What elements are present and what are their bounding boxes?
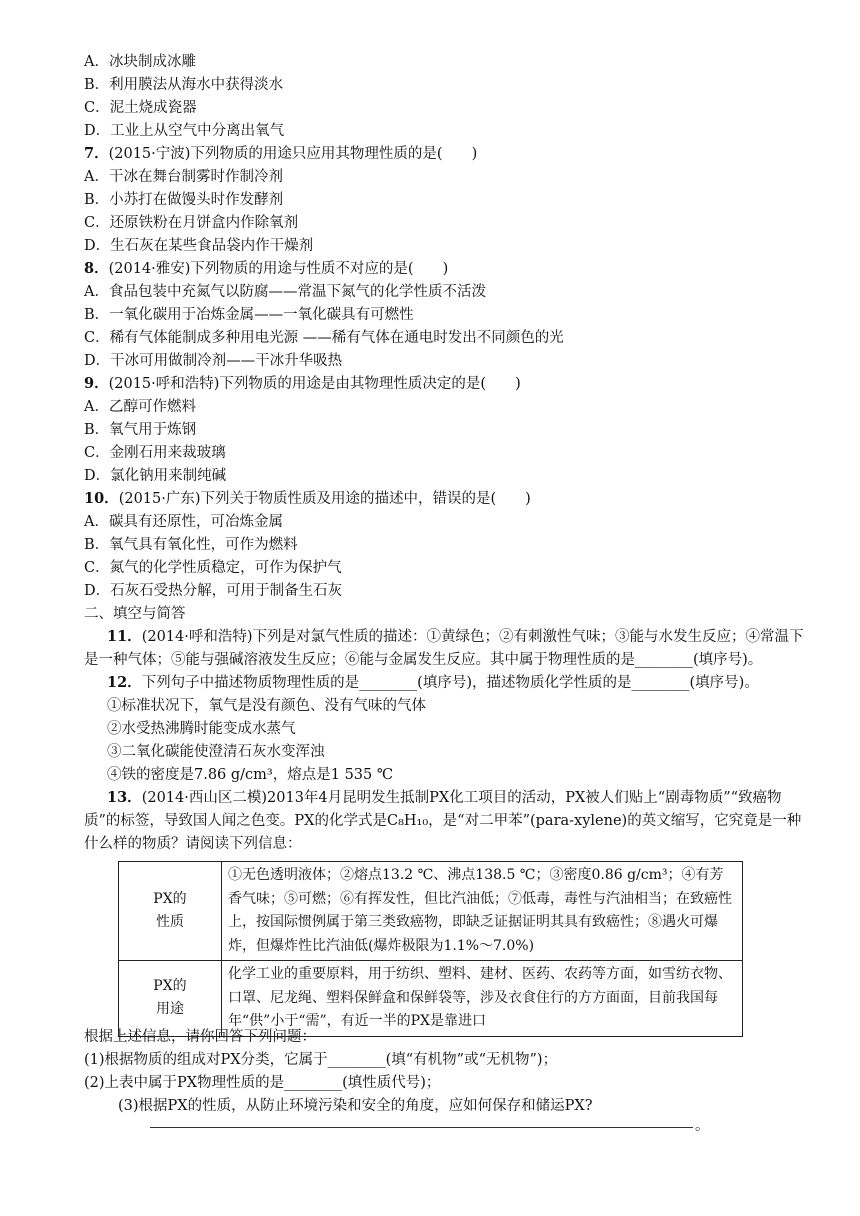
q6-option-b: B．利用膜法从海水中获得淡水 [84, 77, 284, 93]
question-7-stem: (2015·宁波)下列物质的用途只应用其物理性质的是( ) [108, 146, 478, 162]
q10-option-d: D．石灰石受热分解，可用于制备生石灰 [84, 583, 343, 599]
q7-option-b: B．小苏打在做馒头时作发酵剂 [84, 192, 284, 208]
px-info-table [118, 861, 743, 1037]
q9-option-a: A．乙醇可作燃料 [84, 399, 196, 415]
row-head-uses [119, 961, 222, 1037]
question-9-number: 9． [84, 375, 109, 392]
question-13-line2: 质”的标签，导致国人闻之色变。PX的化学式是C₈H₁₀，是“对二甲苯”(para-xylene)的英文缩写，它究竟是一种 [84, 813, 802, 829]
row-head-properties-a: PX的 [153, 890, 187, 907]
answer-end-mark: 。 [695, 1118, 710, 1134]
question-8-number: 8． [84, 260, 109, 277]
q10-option-a: A．碳具有还原性，可冶炼金属 [84, 514, 283, 530]
question-7-number: 7． [84, 145, 109, 162]
q7-option-a: A．干冰在舞台制雾时作制冷剂 [84, 169, 283, 185]
row-content-properties: ①无色透明液体；②熔点13.2 ℃、沸点138.5 ℃；③密度0.86 g/cm³；④有芳香气味；⑤可燃；⑥有挥发性，但比汽油低；⑦低毒，毒性与汽油相当；在致癌性上，按国际惯例属于第三类致癌物，即缺乏证据证明其具有致癌性；⑧遇火可爆炸，但爆炸性比汽油低(爆炸极限为1.1%～7.0%) [222, 862, 743, 961]
question-7 [84, 144, 477, 164]
q7-option-c: C．还原铁粉在月饼盒内作除氧剂 [84, 215, 299, 231]
q6-option-d: D．工业上从空气中分离出氧气 [84, 123, 285, 139]
question-9-stem: (2015·呼和浩特)下列物质的用途是由其物理性质决定的是( ) [108, 376, 521, 392]
question-11-line2: 是一种气体；⑤能与强碱溶液发生反应；⑥能与金属发生反应。其中属于物理性质的是________(填序号)。 [84, 652, 763, 668]
q6-option-c: C．泥土烧成瓷器 [84, 100, 197, 116]
q12-item-2: ②水受热沸腾时能变成水蒸气 [107, 721, 296, 737]
row-head-uses-b: 用途 [156, 1001, 184, 1018]
after-table-intro: 根据上述信息，请你回答下列问题： [84, 1029, 316, 1045]
question-8 [84, 259, 448, 279]
sub-question-2: (2)上表中属于PX物理性质的是________(填性质代号)； [84, 1075, 441, 1091]
q12-item-4: ④铁的密度是7.86 g/cm³，熔点是1 535 ℃ [107, 767, 394, 783]
question-8-stem: (2014·雅安)下列物质的用途与性质不对应的是( ) [108, 261, 449, 277]
q12-item-3: ③二氧化碳能使澄清石灰水变浑浊 [107, 744, 325, 760]
q8-option-b: B．一氧化碳用于冶炼金属——一氧化碳具有可燃性 [84, 307, 414, 323]
section-heading: 二、填空与简答 [84, 606, 186, 622]
question-13-line3: 什么样的物质？请阅读下列信息： [84, 836, 302, 852]
q9-option-c: C．金刚石用来裁玻璃 [84, 445, 226, 461]
q10-option-c: C．氮气的化学性质稳定，可作为保护气 [84, 560, 342, 576]
q9-option-b: B．氧气用于炼钢 [84, 422, 197, 438]
row-head-uses-a: PX的 [153, 977, 187, 994]
question-12 [107, 673, 759, 693]
answer-blank-line[interactable] [150, 1127, 693, 1128]
question-12-stem: 下列句子中描述物质物理性质的是________(填序号)，描述物质化学性质的是________(填序号)。 [141, 675, 759, 691]
table-row-uses [119, 961, 743, 1037]
question-11-text1: (2014·呼和浩特)下列是对氯气性质的描述：①黄绿色；②有刺激性气味；③能与水发生反应；④常温下 [141, 629, 804, 645]
row-content-uses: 化学工业的重要原料，用于纺织、塑料、建材、医药、农药等方面，如雪纺衣物、口罩、尼龙绳、塑料保鲜盒和保鲜袋等，涉及衣食住行的方方面面，目前我国每年“供”小于“需”，有近一半的PX是靠进口 [222, 961, 743, 1037]
question-9 [84, 374, 521, 394]
table-row-properties [119, 862, 743, 961]
question-11-line1 [107, 627, 804, 647]
q12-item-1: ①标准状况下，氧气是没有颜色、没有气味的气体 [107, 698, 426, 714]
q9-option-d: D．氯化钠用来制纯碱 [84, 468, 227, 484]
q8-option-d: D．干冰可用做制冷剂——干冰升华吸热 [84, 353, 343, 369]
question-13-number: 13． [107, 789, 142, 806]
q7-option-d: D．生石灰在某些食品袋内作干燥剂 [84, 238, 314, 254]
question-13-text1: (2014·西山区二模)2013年4月昆明发生抵制PX化工项目的活动，PX被人们贴上“剧毒物质”“致癌物 [141, 790, 782, 806]
question-10-stem: (2015·广东)下列关于物质性质及用途的描述中，错误的是( ) [118, 491, 531, 507]
q10-option-b: B．氧气具有氧化性，可作为燃料 [84, 537, 298, 553]
q8-option-a: A．食品包装中充氮气以防腐——常温下氮气的化学性质不活泼 [84, 284, 486, 300]
sub-question-1: (1)根据物质的组成对PX分类，它属于________(填“有机物”或“无机物”)； [84, 1052, 558, 1068]
question-10 [84, 489, 531, 509]
question-10-number: 10． [84, 490, 119, 507]
q6-option-a: A．冰块制成冰雕 [84, 54, 196, 70]
q8-option-c: C．稀有气体能制成多种用电光源 ——稀有气体在通电时发出不同颜色的光 [84, 330, 564, 346]
question-11-number: 11． [107, 628, 142, 645]
question-13-line1 [107, 788, 782, 808]
row-head-properties [119, 862, 222, 961]
sub-question-3: (3)根据PX的性质，从防止环境污染和安全的角度，应如何保存和储运PX? [118, 1098, 593, 1114]
question-12-number: 12． [107, 674, 142, 691]
row-head-properties-b: 性质 [156, 914, 184, 930]
